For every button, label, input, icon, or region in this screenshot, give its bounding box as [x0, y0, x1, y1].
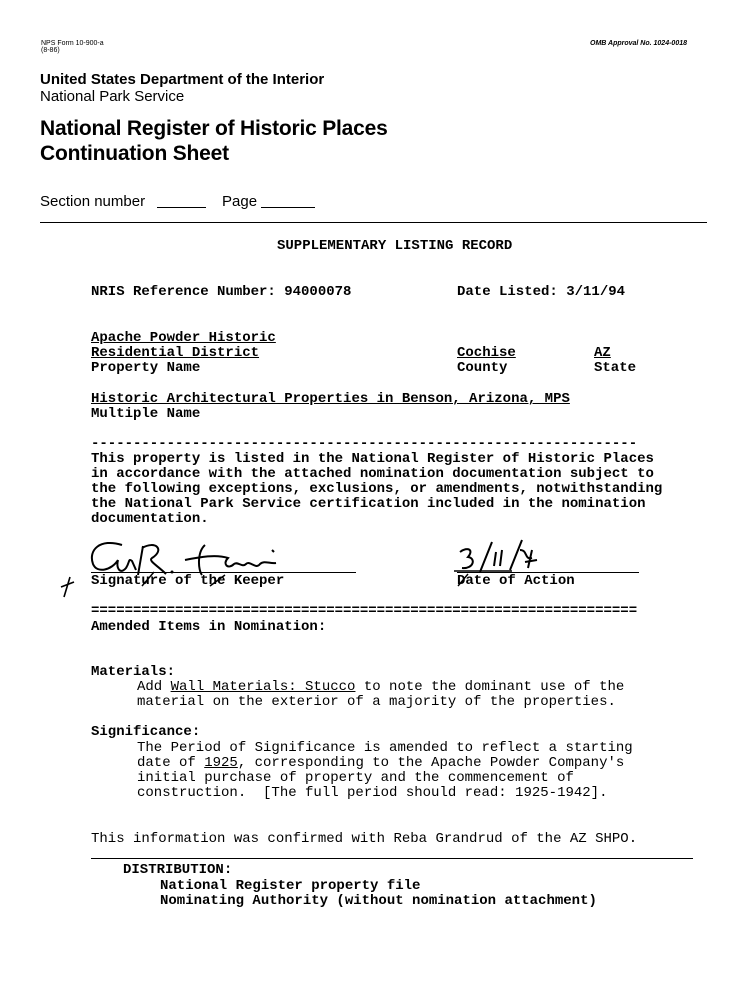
amended-heading: Amended Items in Nomination: — [91, 619, 327, 635]
service-name: National Park Service — [40, 88, 185, 105]
materials-line-post: to note the dominant use of the — [355, 679, 625, 695]
date-of-action-label: Date of Action — [457, 573, 575, 589]
property-name-label: Property Name — [91, 360, 201, 376]
significance-line: The Period of Significance is amended to reflect a starting — [137, 740, 633, 756]
property-name-line1: Apache Powder Historic — [91, 330, 276, 346]
keeper-signature — [60, 530, 320, 605]
state-label: State — [594, 360, 637, 376]
date-listed: Date Listed: 3/11/94 — [457, 284, 626, 300]
distribution-rule — [91, 858, 693, 859]
department-name: United States Department of the Interior — [40, 71, 325, 88]
significance-line-pre: date of — [137, 755, 205, 771]
significance-line-post: , corresponding to the Apache Powder Company's — [237, 755, 625, 771]
materials-line: material on the exterior of a majority of the properties. — [137, 694, 616, 710]
equals-divider: ================================================================= — [91, 603, 638, 619]
start-year: 1925 — [204, 755, 238, 771]
distribution-item: Nominating Authority (without nomination attachment) — [160, 893, 597, 909]
continuation-title: Continuation Sheet — [40, 142, 229, 165]
state-value: AZ — [594, 345, 611, 361]
multiple-name-value: Historic Architectural Properties in Benson, Arizona, MPS — [91, 391, 570, 407]
materials-line-pre: Add — [137, 679, 171, 695]
distribution-heading: DISTRIBUTION: — [123, 862, 233, 878]
distribution-item: National Register property file — [160, 878, 421, 894]
significance-line — [137, 756, 624, 771]
significance-line: construction. [The full period should read: 1925-1942]. — [137, 785, 608, 801]
signature-label: Signature of the Keeper — [91, 573, 285, 589]
dash-divider: ----------------------------------------------------------------- — [91, 436, 638, 452]
nris-reference: NRIS Reference Number: 94000078 — [91, 284, 352, 300]
omb-approval: OMB Approval No. 1024-0018 — [590, 40, 687, 47]
page-line — [261, 207, 315, 208]
statement-line: in accordance with the attached nomination documentation subject to — [91, 466, 654, 482]
statement-line: documentation. — [91, 511, 209, 527]
section-number-line — [157, 207, 206, 208]
confirmation-note: This information was confirmed with Reba Grandrud of the AZ SHPO. — [91, 831, 638, 847]
materials-heading: Materials: — [91, 664, 176, 680]
form-date: (8-86) — [41, 47, 60, 54]
significance-line: initial purchase of property and the commencement of — [137, 770, 574, 786]
materials-line — [137, 680, 624, 695]
county-label: County — [457, 360, 508, 376]
multiple-name-label: Multiple Name — [91, 406, 201, 422]
property-name-line2: Residential District — [91, 345, 260, 361]
statement-line: the following exceptions, exclusions, or amendments, notwithstanding — [91, 481, 663, 497]
header-rule — [40, 222, 707, 223]
statement-line: This property is listed in the National Register of Historic Places — [91, 451, 654, 467]
page-label: Page — [222, 193, 258, 210]
record-heading: SUPPLEMENTARY LISTING RECORD — [277, 238, 513, 254]
register-title: National Register of Historic Places — [40, 117, 388, 140]
significance-heading: Significance: — [91, 724, 201, 740]
listing-statement — [91, 452, 662, 527]
county-value: Cochise — [457, 345, 516, 361]
statement-line: the National Park Service certification included in the nomination — [91, 496, 646, 512]
form-number: NPS Form 10-900-a — [41, 40, 104, 47]
section-number-label: Section number — [40, 193, 146, 210]
wall-materials-stucco: Wall Materials: Stucco — [170, 679, 356, 695]
